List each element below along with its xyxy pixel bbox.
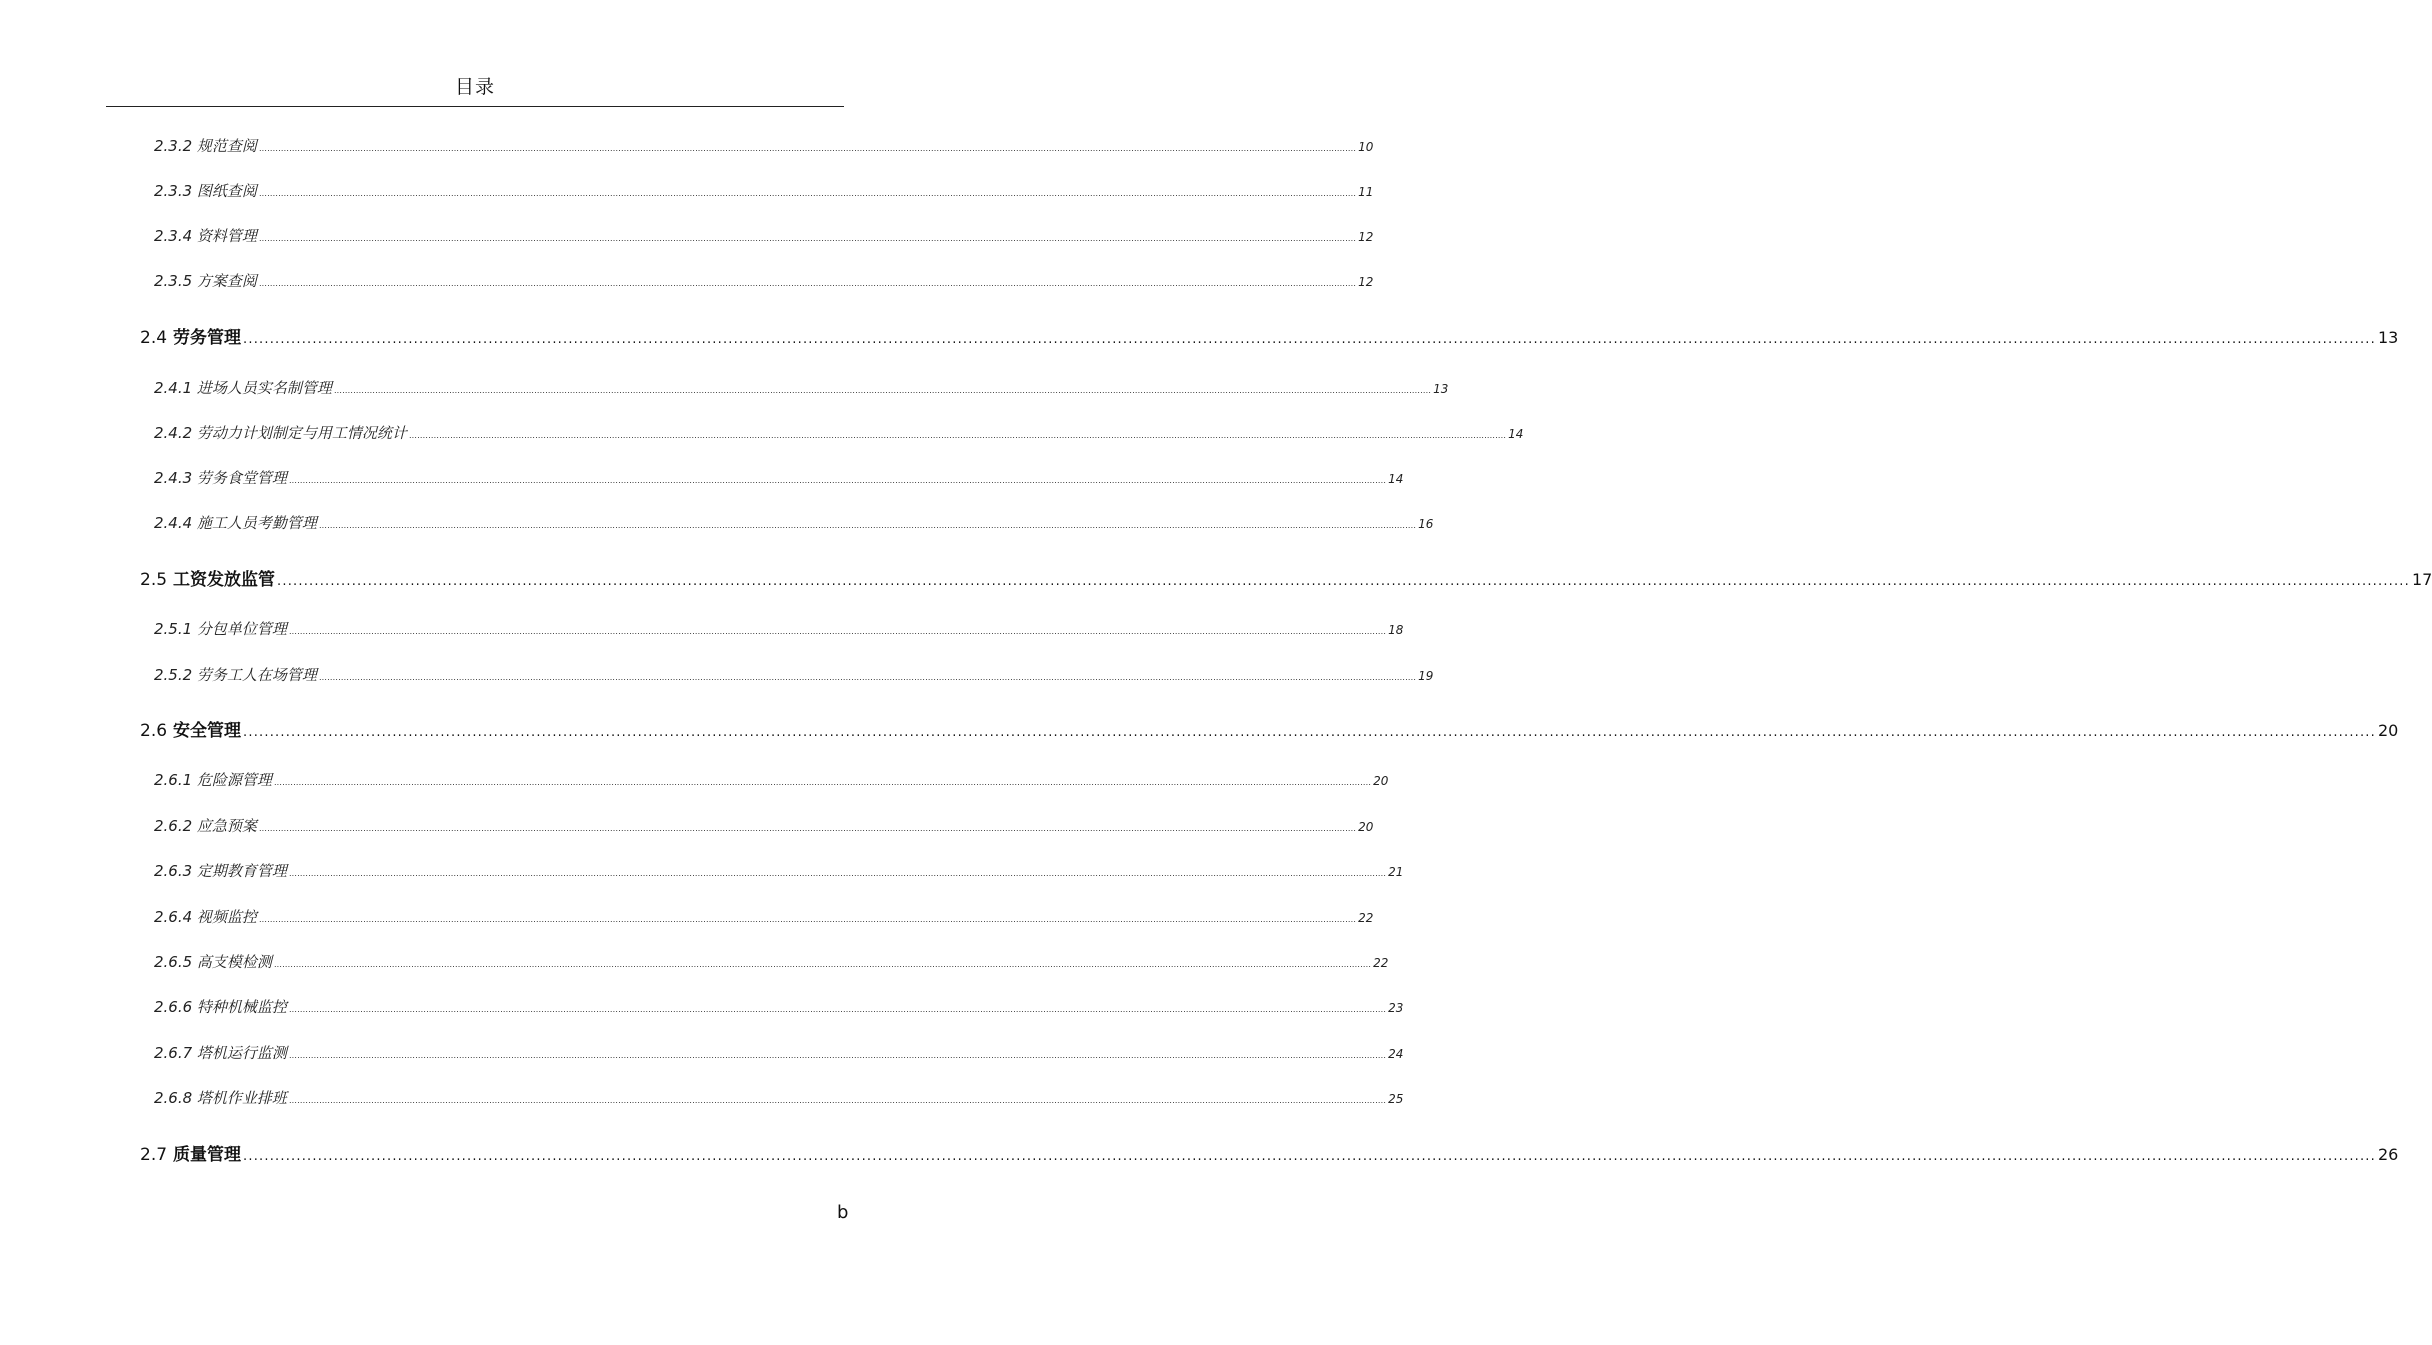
toc-entry-label: 2.6.3 定期教育管理 (154, 862, 287, 880)
toc-section-number: 2.7 (140, 1145, 168, 1165)
toc-page-number: 14 (1508, 427, 1524, 441)
toc-page-number: 14 (1388, 472, 1404, 486)
toc-dot-leader: ................................................................................................................................................................................................................................................................................................................................................................................................................ (243, 1149, 2376, 1164)
toc-entry-label (140, 1140, 241, 1165)
toc-entry-label (140, 323, 241, 348)
toc-page-number: 16 (1418, 517, 1434, 531)
toc-page-number: 22 (1373, 956, 1389, 970)
toc-entry-label: 2.6.2 应急预案 (154, 817, 257, 835)
toc-entry-label: 2.6.6 特种机械监控 (154, 998, 287, 1016)
toc-subsection-entry[interactable] (154, 996, 1404, 1017)
toc-page-number: 10 (1358, 140, 1374, 154)
toc-page-number: 24 (1388, 1047, 1404, 1061)
toc-section-title: 工资发放监管 (173, 570, 276, 590)
toc-dot-leader: ................................................................................................................................................................................................................................................................................................................................................................................................................ (258, 915, 1357, 924)
toc-page-number: 20 (1373, 774, 1389, 788)
toc-entry-label: 2.3.3 图纸查阅 (154, 182, 257, 200)
toc-subsection-entry[interactable] (154, 618, 1404, 639)
toc-section-entry[interactable] (140, 716, 2399, 741)
toc-page-number: 13 (2377, 328, 2399, 347)
toc-subsection-entry[interactable] (154, 180, 1374, 201)
toc-subsection-entry[interactable] (154, 664, 1434, 685)
toc-page-number: 17 (2411, 570, 2432, 589)
toc-dot-leader: ................................................................................................................................................................................................................................................................................................................................................................................................................ (258, 279, 1357, 288)
toc-subsection-entry[interactable] (154, 467, 1404, 488)
toc-dot-leader: ................................................................................................................................................................................................................................................................................................................................................................................................................ (258, 144, 1357, 153)
toc-subsection-entry[interactable] (154, 270, 1374, 291)
toc-entry-label (140, 716, 241, 741)
toc-entry-label: 2.4.4 施工人员考勤管理 (154, 514, 317, 532)
toc-dot-leader: ................................................................................................................................................................................................................................................................................................................................................................................................................ (318, 673, 1417, 682)
toc-page-number: 21 (1388, 865, 1404, 879)
header-divider (106, 106, 844, 107)
toc-entry-label (140, 565, 275, 590)
toc-entry-label: 2.6.4 视频监控 (154, 908, 257, 926)
toc-dot-leader: ................................................................................................................................................................................................................................................................................................................................................................................................................ (277, 574, 2410, 589)
toc-entry-label: 2.5.2 劳务工人在场管理 (154, 666, 317, 684)
toc-section-title: 劳务管理 (173, 328, 242, 348)
toc-section-number: 2.6 (140, 721, 168, 741)
toc-subsection-entry[interactable] (154, 225, 1374, 246)
toc-section-number: 2.5 (140, 570, 168, 590)
toc-subsection-entry[interactable] (154, 135, 1374, 156)
toc-page-number: 23 (1388, 1001, 1404, 1015)
toc-dot-leader: ................................................................................................................................................................................................................................................................................................................................................................................................................ (258, 824, 1357, 833)
page-title: 目录 (454, 76, 495, 98)
toc-page-number: 12 (1358, 230, 1374, 244)
toc-page-number: 20 (1358, 820, 1374, 834)
toc-dot-leader: ................................................................................................................................................................................................................................................................................................................................................................................................................ (333, 386, 1432, 395)
toc-subsection-entry[interactable] (154, 815, 1374, 836)
toc-page-number: 26 (2377, 1145, 2399, 1164)
toc-dot-leader: ................................................................................................................................................................................................................................................................................................................................................................................................................ (288, 476, 1387, 485)
toc-dot-leader: ................................................................................................................................................................................................................................................................................................................................................................................................................ (408, 431, 1507, 440)
toc-section-title: 安全管理 (173, 721, 242, 741)
toc-entry-label: 2.6.5 高支模检测 (154, 953, 272, 971)
toc-subsection-entry[interactable] (154, 906, 1374, 927)
toc-dot-leader: ................................................................................................................................................................................................................................................................................................................................................................................................................ (273, 778, 1372, 787)
toc-page-number: 20 (2377, 721, 2399, 740)
toc-section-title: 质量管理 (173, 1145, 242, 1165)
toc-dot-leader: ................................................................................................................................................................................................................................................................................................................................................................................................................ (243, 725, 2376, 740)
toc-dot-leader: ................................................................................................................................................................................................................................................................................................................................................................................................................ (273, 960, 1372, 969)
toc-section-entry[interactable] (140, 323, 2399, 348)
toc-page-number: 25 (1388, 1092, 1404, 1106)
toc-dot-leader: ................................................................................................................................................................................................................................................................................................................................................................................................................ (288, 1096, 1387, 1105)
page-number: b (837, 1202, 849, 1223)
toc-page-number: 22 (1358, 911, 1374, 925)
toc-entry-label: 2.3.2 规范查阅 (154, 137, 257, 155)
toc-dot-leader: ................................................................................................................................................................................................................................................................................................................................................................................................................ (288, 1005, 1387, 1014)
toc-page-number: 18 (1388, 623, 1404, 637)
toc-entry-label: 2.6.8 塔机作业排班 (154, 1089, 287, 1107)
toc-entry-label: 2.4.2 劳动力计划制定与用工情况统计 (154, 424, 407, 442)
toc-subsection-entry[interactable] (154, 769, 1389, 790)
toc-subsection-entry[interactable] (154, 512, 1434, 533)
toc-section-number: 2.4 (140, 328, 168, 348)
toc-dot-leader: ................................................................................................................................................................................................................................................................................................................................................................................................................ (243, 332, 2376, 347)
toc-subsection-entry[interactable] (154, 422, 1524, 443)
toc-dot-leader: ................................................................................................................................................................................................................................................................................................................................................................................................................ (288, 627, 1387, 636)
toc-dot-leader: ................................................................................................................................................................................................................................................................................................................................................................................................................ (288, 1051, 1387, 1060)
toc-entry-label: 2.3.4 资料管理 (154, 227, 257, 245)
toc-dot-leader: ................................................................................................................................................................................................................................................................................................................................................................................................................ (258, 189, 1357, 198)
toc-entry-label: 2.6.1 危险源管理 (154, 771, 272, 789)
toc-dot-leader: ................................................................................................................................................................................................................................................................................................................................................................................................................ (318, 521, 1417, 530)
toc-dot-leader: ................................................................................................................................................................................................................................................................................................................................................................................................................ (288, 869, 1387, 878)
toc-subsection-entry[interactable] (154, 951, 1389, 972)
toc-entry-label: 2.4.3 劳务食堂管理 (154, 469, 287, 487)
toc-dot-leader: ................................................................................................................................................................................................................................................................................................................................................................................................................ (258, 234, 1357, 243)
toc-subsection-entry[interactable] (154, 377, 1449, 398)
toc-entry-label: 2.4.1 进场人员实名制管理 (154, 379, 332, 397)
toc-page-number: 12 (1358, 275, 1374, 289)
toc-page-number: 13 (1433, 382, 1449, 396)
toc-entry-label: 2.5.1 分包单位管理 (154, 620, 287, 638)
toc-entry-label: 2.3.5 方案查阅 (154, 272, 257, 290)
toc-page-number: 19 (1418, 669, 1434, 683)
toc-subsection-entry[interactable] (154, 860, 1404, 881)
toc-entry-label: 2.6.7 塔机运行监测 (154, 1044, 287, 1062)
toc-section-entry[interactable] (140, 1140, 2399, 1165)
toc-subsection-entry[interactable] (154, 1087, 1404, 1108)
toc-section-entry[interactable] (140, 565, 2432, 590)
toc-page-number: 11 (1358, 185, 1374, 199)
toc-subsection-entry[interactable] (154, 1042, 1404, 1063)
